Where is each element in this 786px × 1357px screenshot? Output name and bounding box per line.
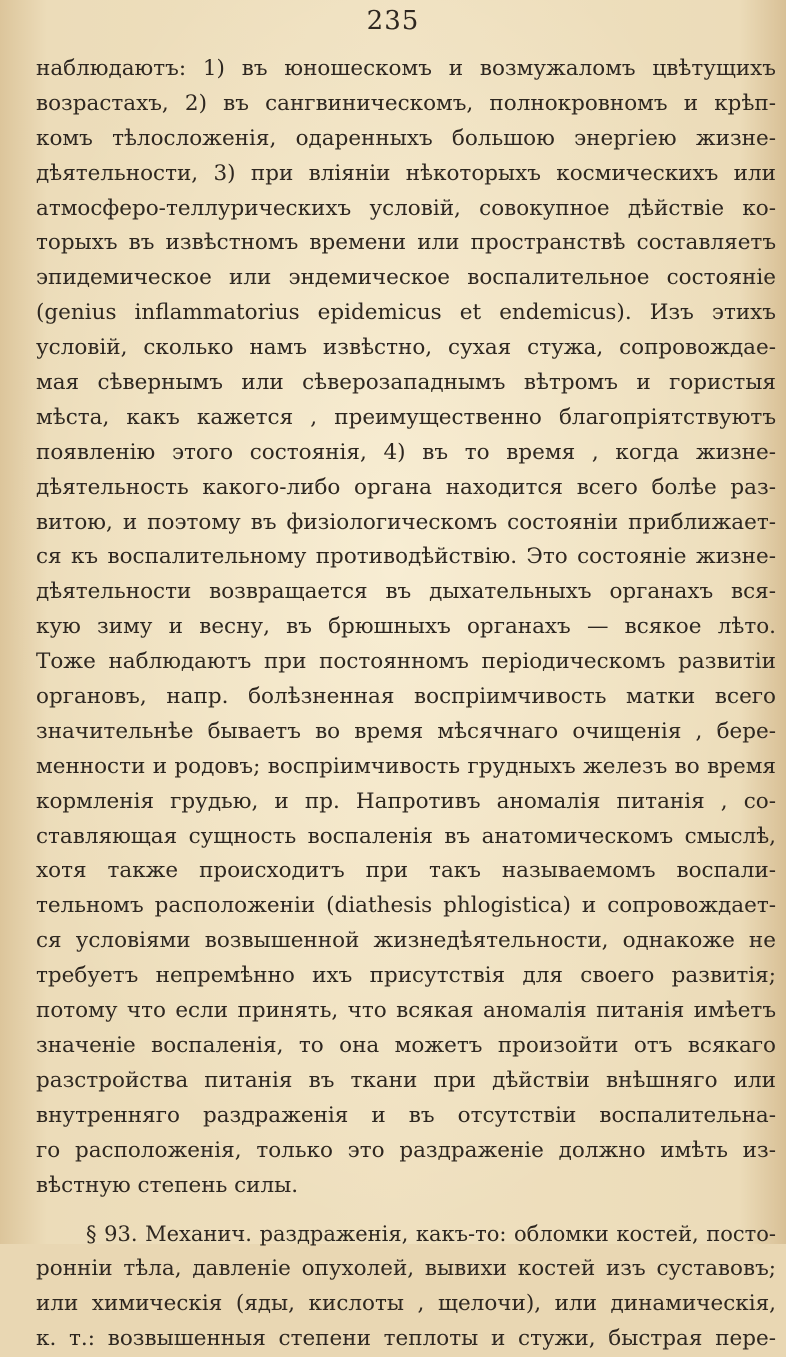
text-line: ся къ воспалительному противодѣйствію. Это состояніе жизне- — [36, 544, 776, 570]
page-number: 235 — [366, 6, 420, 36]
text-line: возрастахъ, 2) въ сангвиническомъ, полнокровномъ и крѣп- — [36, 90, 776, 116]
text-line: ся условіями возвышенной жизнедѣятельности, однакоже не — [36, 928, 776, 954]
text-line: Тоже наблюдаютъ при постоянномъ періодическомъ развитіи — [36, 649, 776, 675]
text-line: или химическія (яды, кислоты , щелочи), или динамическія, — [36, 1291, 776, 1317]
text-line: хотя также происходитъ при такъ называемомъ воспали- — [36, 858, 776, 884]
text-line: торыхъ въ извѣстномъ времени или пространствѣ составляетъ — [36, 230, 776, 256]
text-line: дѣятельности возвращается въ дыхательныхъ органахъ вся- — [36, 579, 776, 605]
text-line: разстройства питанія въ ткани при дѣйствіи внѣшняго или — [36, 1067, 776, 1093]
paragraph-1 — [36, 52, 776, 1203]
text-line: ронніи тѣла, давленіе опухолей, вывихи костей изъ суставовъ; — [36, 1256, 776, 1282]
paragraph-2 — [36, 1217, 776, 1357]
text-line: значеніе воспаленія, то она можетъ произойти отъ всякаго — [36, 1032, 776, 1058]
text-line: эпидемическое или эндемическое воспалительное состояніе — [36, 265, 776, 291]
paragraph-gap — [36, 1203, 776, 1217]
text-line: мѣста, какъ кажется , преимущественно благопріятствуютъ — [36, 404, 776, 430]
text-line: кормленія грудью, и пр. Напротивъ аномалія питанія , со- — [36, 788, 776, 814]
text-line: менности и родовъ; воспріимчивость грудныхъ железъ во время — [36, 753, 776, 779]
text-line: требуетъ непремѣнно ихъ присутствія для своего развитія; — [36, 963, 776, 989]
body-text — [36, 52, 776, 1357]
text-line: значительнѣе бываетъ во время мѣсячнаго очищенія , бере- — [36, 718, 776, 744]
section-heading-line: § 93. Механич. раздраженія, какъ-то: обломки костей, посто- — [86, 1222, 776, 1247]
text-line: го расположенія, только это раздраженіе должно имѣть из- — [36, 1137, 776, 1163]
text-line: внутренняго раздраженія и въ отсутствіи воспалительна- — [36, 1102, 776, 1128]
text-line: комъ тѣлосложенія, одаренныхъ большою энергіею жизне- — [36, 125, 776, 151]
text-line: атмосферо-теллурическихъ условій, совокупное дѣйствіе ко- — [36, 195, 776, 221]
text-line: мая сѣвернымъ или сѣверозападнымъ вѣтромъ и гористыя — [36, 370, 776, 396]
text-line: условій, сколько намъ извѣстно, сухая стужа, сопровождае- — [36, 335, 776, 361]
text-line: (genius inflammatorius epidemicus et endemicus). Изъ этихъ — [36, 300, 776, 326]
text-line: витою, и поэтому въ физіологическомъ состояніи приближает- — [36, 509, 776, 535]
text-line: дѣятельность какого-либо органа находится всего болѣе раз- — [36, 474, 776, 500]
text-line: дѣятельности, 3) при вліяніи нѣкоторыхъ космическихъ или — [36, 160, 776, 186]
text-line: появленію этого состоянія, 4) въ то время , когда жизне- — [36, 439, 776, 465]
text-line: вѣстную степень силы. — [36, 1172, 299, 1198]
text-line: потому что если принять, что всякая аномалія питанія имѣетъ — [36, 998, 776, 1024]
text-line: тельномъ расположеніи (diathesis phlogistica) и сопровождает- — [36, 893, 776, 919]
text-line: кую зиму и весну, въ брюшныхъ органахъ — всякое лѣто. — [36, 614, 776, 640]
text-line: ставляющая сущность воспаленія въ анатомическомъ смыслѣ, — [36, 823, 776, 849]
text-line: наблюдаютъ: 1) въ юношескомъ и возмужаломъ цвѣтущихъ — [36, 56, 776, 81]
text-line: к. т.: возвышенныя степени теплоты и стужи, быстрая пере- — [36, 1326, 776, 1352]
text-line: органовъ, напр. болѣзненная воспріимчивость матки всего — [36, 684, 776, 710]
